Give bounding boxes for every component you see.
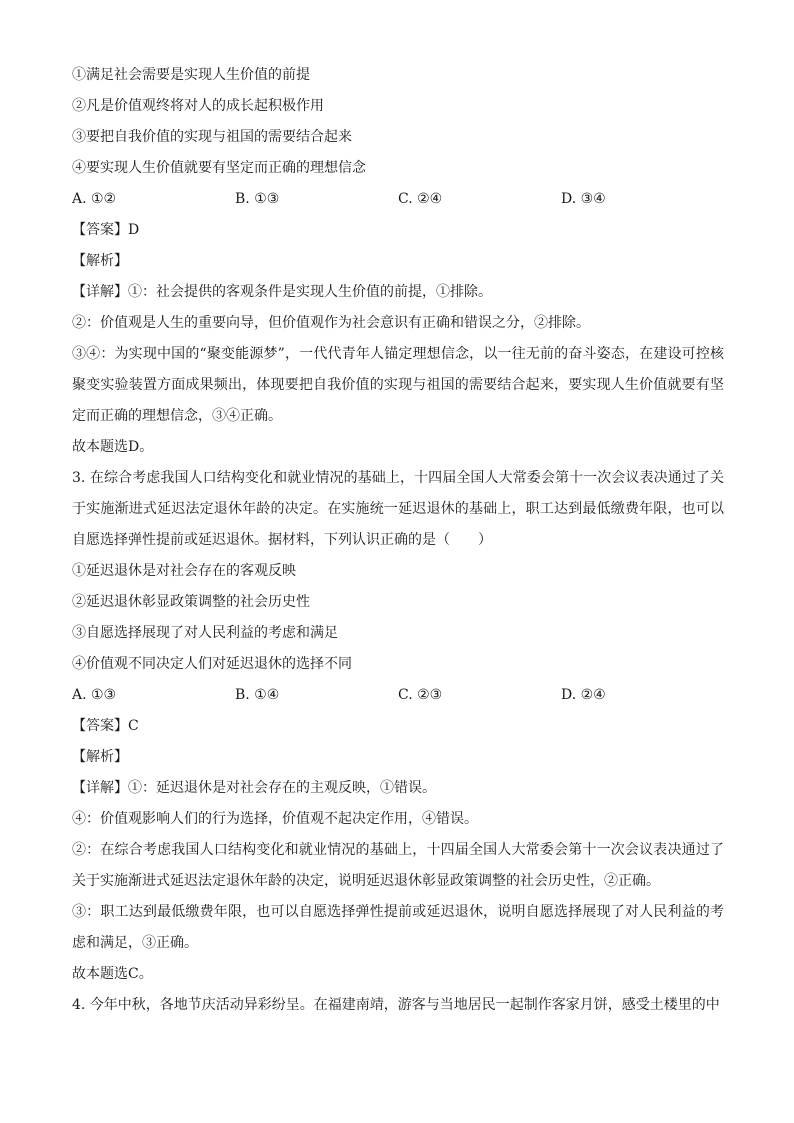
q3-detail-4: ③：职工达到最低缴费年限，也可以自愿选择弹性提前或延迟退休，说明自愿选择展现了对人民利益的考虑和满足，③正确。: [72, 904, 724, 951]
q3-detail-1: 【详解】①：延迟退休是对社会存在的主观反映，①错误。: [72, 780, 436, 796]
q3-detail-2: ④：价值观影响人们的行为选择，价值观不起决定作用，④错误。: [72, 811, 478, 827]
q2-answer: 【答案】D: [72, 222, 140, 238]
q2-detail-2: ②：价值观是人生的重要向导，但价值观作为社会意识有正确和错误之分，②排除。: [72, 315, 590, 331]
q3-statement-2: ②延迟退休彰显政策调整的社会历史性: [72, 594, 310, 610]
q2-detail-1: 【详解】①：社会提供的客观条件是实现人生价值的前提，①排除。: [72, 284, 492, 300]
q2-statement-1: ①满足社会需要是实现人生价值的前提: [72, 67, 310, 83]
q2-option-b: B. ①③: [235, 191, 280, 207]
q2-statement-2: ②凡是价值观终将对人的成长起积极作用: [72, 98, 324, 114]
q2-detail-3: ③④：为实现中国的“聚变能源梦”，一代代青年人锚定理想信念，以一往无前的奋斗姿态，在建设可控核聚变实验装置方面成果频出，体现要把自我价值的实现与祖国的需要结合起来，要实现人生价值就要有坚定而正确的理想信念，③④正确。: [72, 346, 724, 424]
q3-option-d: D. ②④: [561, 687, 606, 703]
q2-statement-4: ④要实现人生价值就要有坚定而正确的理想信念: [72, 160, 366, 176]
q4-stem: 4. 今年中秋，各地节庆活动异彩纷呈。在福建南靖，游客与当地居民一起制作客家月饼，感受土楼里的中: [72, 997, 720, 1013]
q3-detail-3: ②：在综合考虑我国人口结构变化和就业情况的基础上，十四届全国人大常委会第十一次会议表决通过了关于实施渐进式延迟法定退休年龄的决定，说明延迟退休彰显政策调整的社会历史性，②正确。: [72, 842, 724, 889]
q2-conclusion: 故本题选D。: [72, 439, 154, 455]
q3-option-b: B. ①④: [235, 687, 280, 703]
q2-analysis-label: 【解析】: [72, 253, 128, 269]
q3-option-a: A. ①③: [72, 687, 117, 703]
document-page: [72, 60, 724, 1021]
q3-options: [72, 680, 724, 711]
q2-option-a: A. ①②: [72, 191, 117, 207]
q3-stem: 3. 在综合考虑我国人口结构变化和就业情况的基础上，十四届全国人大常委会第十一次会议表决通过了关于实施渐进式延迟法定退休年龄的决定。在实施统一延迟退休的基础上，职工达到最低缴费年限，也可以自愿选择弹性提前或延迟退休。据材料，下列认识正确的是（ ）: [72, 470, 724, 548]
q2-option-d: D. ③④: [561, 191, 606, 207]
q3-statement-3: ③自愿选择展现了对人民利益的考虑和满足: [72, 625, 338, 641]
q3-analysis-label: 【解析】: [72, 749, 128, 765]
q2-statement-3: ③要把自我价值的实现与祖国的需要结合起来: [72, 129, 352, 145]
q2-option-c: C. ②④: [398, 191, 443, 207]
q3-statement-1: ①延迟退休是对社会存在的客观反映: [72, 563, 296, 579]
q3-statement-4: ④价值观不同决定人们对延迟退休的选择不同: [72, 656, 352, 672]
q3-answer: 【答案】C: [72, 718, 139, 734]
q3-option-c: C. ②③: [398, 687, 443, 703]
q3-conclusion: 故本题选C。: [72, 966, 153, 982]
q2-options: [72, 184, 724, 215]
